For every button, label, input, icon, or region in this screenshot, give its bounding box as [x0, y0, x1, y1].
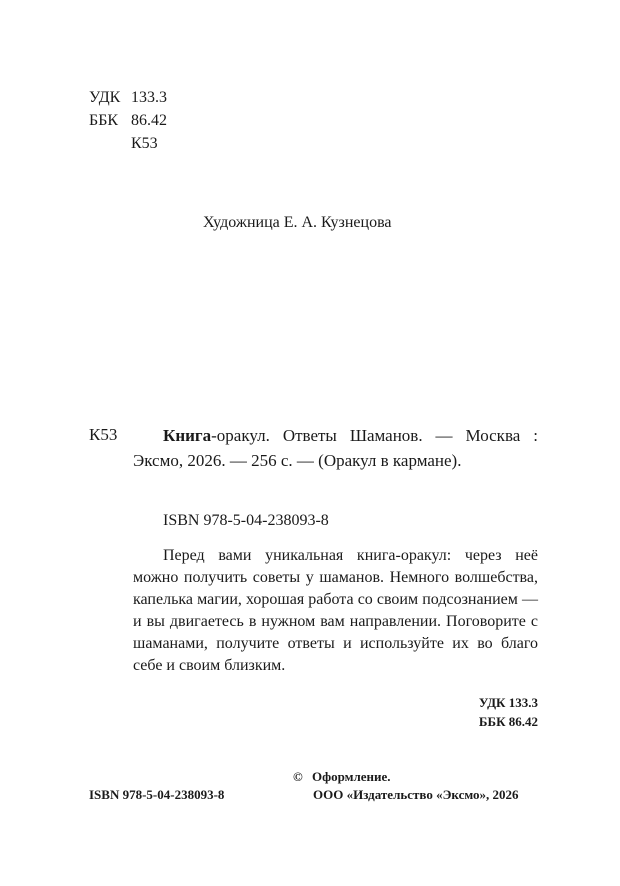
classification-top: [89, 86, 167, 155]
udk-label: УДК: [89, 89, 121, 106]
bbk-bottom: ББК 86.42: [478, 714, 538, 729]
copyright-design: Оформление.: [311, 769, 391, 784]
copyright-symbol: ©: [293, 769, 303, 784]
udk-bottom: УДК 133.3: [478, 695, 538, 710]
udk-value: 133.3: [131, 89, 167, 106]
bbk-label: ББК: [89, 112, 119, 129]
footer-isbn: ISBN 978-5-04-238093-8: [89, 787, 225, 802]
bbk-row: [89, 109, 167, 132]
udk-row: [89, 86, 167, 109]
entry-code: К53: [89, 425, 118, 444]
copyright-line-1: [293, 767, 391, 786]
entry-isbn: ISBN 978-5-04-238093-8: [163, 512, 329, 529]
entry-title-bold: Книга: [163, 426, 212, 445]
bibliographic-entry: [133, 423, 538, 473]
artist-credit: Художница Е. А. Кузнецова: [203, 214, 392, 231]
bbk-value: 86.42: [131, 112, 167, 129]
author-mark: К53: [131, 135, 158, 152]
author-mark-row: [89, 132, 167, 155]
entry-title-rest: -оракул. Ответы Шаманов. — Москва : Эксмо, 2026. — 256 с. — (Оракул в кармане).: [133, 426, 538, 470]
copyright-line-2: ООО «Издательство «Эксмо», 2026: [313, 787, 519, 802]
annotation: Перед вами уникальная книга-оракул: через неё можно получить советы у шаманов. Немного волшебства, капелька магии, хорошая работа со своим подсознанием — и вы двигаетесь в нужном вам направлении. Поговорите с шаманами, получите ответы и используйте их во благо себе и своим близким.: [133, 547, 538, 674]
